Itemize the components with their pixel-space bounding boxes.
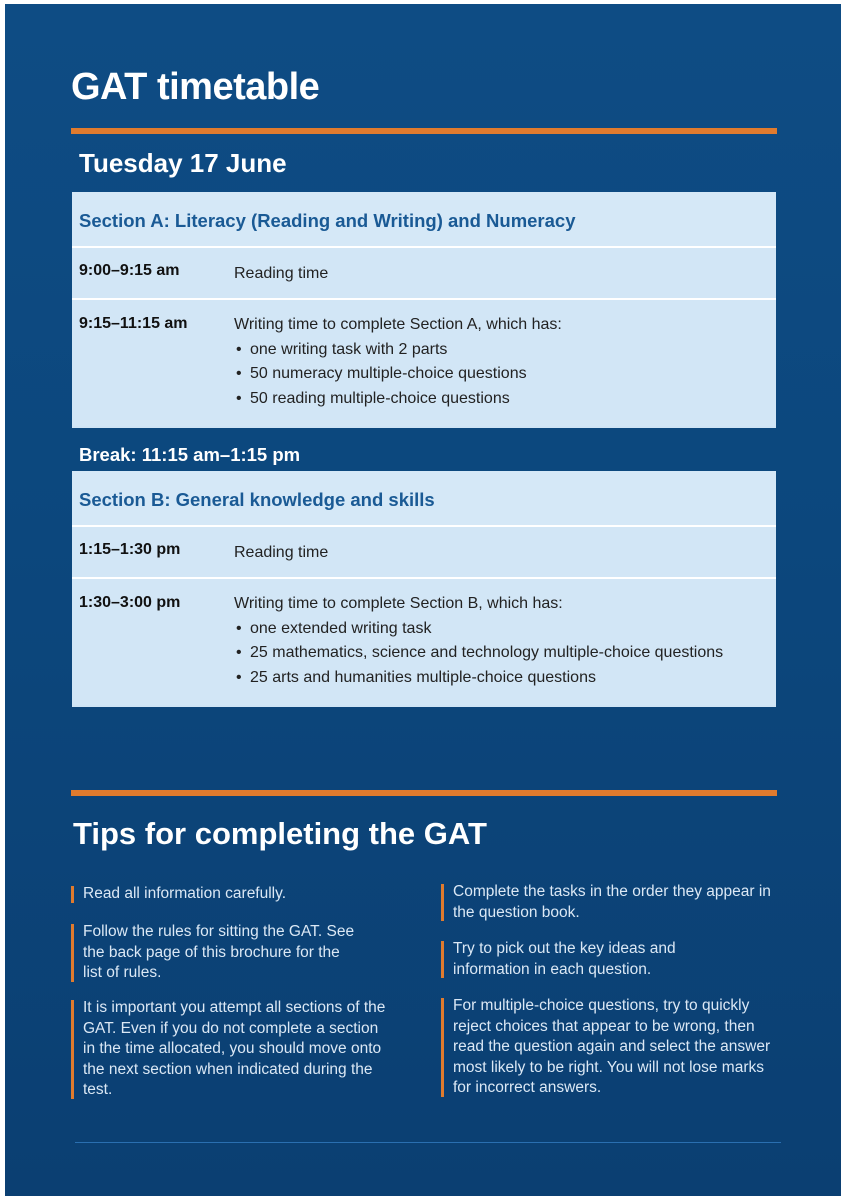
task-item: • 50 reading multiple-choice questions: [234, 387, 562, 412]
orange-bar: [71, 1000, 74, 1099]
task-list: [234, 617, 723, 691]
page-title: GAT timetable: [71, 66, 320, 108]
task-item: • 25 mathematics, science and technology multiple-choice questions: [234, 641, 723, 666]
task-item: • 50 numeracy multiple-choice questions: [234, 362, 562, 387]
task-list: [234, 338, 562, 412]
activity-details: [234, 313, 562, 426]
section-b-heading: Section B: General knowledge and skills: [72, 471, 776, 527]
tip-item: [441, 939, 741, 980]
orange-bar: [441, 884, 444, 921]
task-item: • 25 arts and humanities multiple-choice questions: [234, 666, 723, 691]
activity-text: Reading time: [234, 544, 329, 561]
orange-divider: [71, 790, 777, 796]
tip-text: Read all information carefully.: [83, 885, 287, 902]
schedule-row: [72, 248, 776, 300]
activity-details: [234, 592, 723, 705]
orange-divider: [71, 128, 777, 134]
activity-text: Reading time: [234, 265, 329, 282]
tip-item: [441, 882, 781, 923]
tip-item: [71, 998, 391, 1101]
tip-item: [71, 922, 361, 984]
exam-date: Tuesday 17 June: [79, 148, 287, 178]
footer-divider: [75, 1142, 781, 1143]
section-a-table: [72, 192, 776, 428]
activity-text: Writing time to complete Section A, which has:: [234, 316, 562, 333]
tip-text: For multiple-choice questions, try to quickly reject choices that appear to be wrong, then read the question again and select the answer most likely to be right. You will not lose marks for incorrect answers.: [453, 997, 771, 1096]
orange-bar: [441, 941, 444, 978]
orange-bar: [441, 998, 444, 1097]
orange-bar: [71, 886, 74, 903]
schedule-row: [72, 579, 776, 705]
orange-bar: [71, 924, 74, 982]
break-time: Break: 11:15 am–1:15 pm: [79, 444, 301, 465]
time-slot: 9:15–11:15 am: [79, 315, 188, 332]
schedule-row: [72, 300, 776, 426]
tip-text: Follow the rules for sitting the GAT. See the back page of this brochure for the list of rules.: [83, 923, 355, 981]
tip-item: [71, 884, 391, 905]
schedule-row: [72, 527, 776, 579]
brochure-page: [5, 4, 841, 1196]
section-a-heading: Section A: Literacy (Reading and Writing) and Numeracy: [72, 192, 776, 248]
time-slot: 9:00–9:15 am: [79, 262, 180, 279]
tips-title: Tips for completing the GAT: [73, 816, 487, 851]
tip-text: It is important you attempt all sections of the GAT. Even if you do not complete a section in the time allocated, you should move onto the next section when indicated during the test.: [83, 999, 386, 1098]
tip-text: Try to pick out the key ideas and information in each question.: [453, 940, 676, 978]
tip-text: Complete the tasks in the order they appear in the question book.: [453, 883, 771, 921]
time-slot: 1:30–3:00 pm: [79, 594, 181, 611]
task-item: • one writing task with 2 parts: [234, 338, 562, 363]
time-slot: 1:15–1:30 pm: [79, 541, 181, 558]
tip-item: [441, 996, 781, 1099]
task-item: • one extended writing task: [234, 617, 723, 642]
section-b-table: [72, 471, 776, 707]
activity-text: Writing time to complete Section B, which has:: [234, 595, 563, 612]
